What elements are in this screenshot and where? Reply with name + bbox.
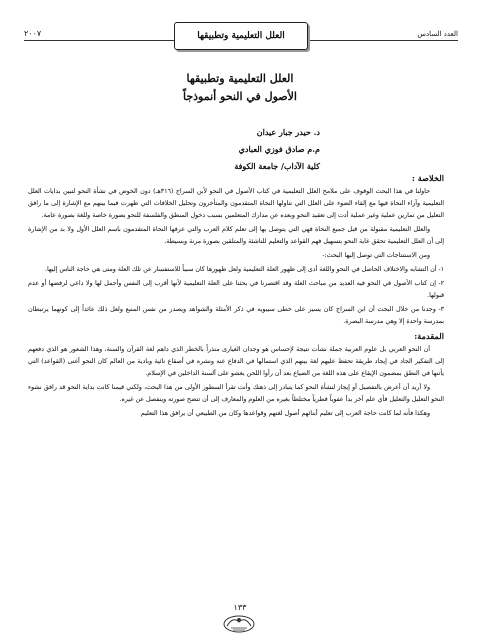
- summary-paragraph-3: ومن الاستنتاجات التي توصل إليها البحث:-: [322, 252, 430, 259]
- intro-paragraph-2: ولا أريد أن أعرض بالتفصيل أو إيجاز لنشأة النحو كما يتبادر إلى ذهنك وأنت تقرأ السطور الأولى من هذا البحث، ولكني قيمنا كانت بداية النحو قد رافق نشوء النحو التعليل والتعليل فأي علم آخر بدأ عفوياً فطرياً مختلطاً بغيره من العلوم والمعارف إلى أن تتضح صورته وينفصل عن غيره.: [28, 384, 444, 403]
- summary-paragraph-2: والعلل التعليمية مقبولة من قبل جميع النحاة فهي التي يتوصل بها إلى تعلم كلام العرب والتي عرفها النحاة المتقدمون باسم العلل الأول ولا بد من الإشارة إلى أن العلل التعليمية تحقق غاية النحو بتسهيل فهم القواعد والتعليم للناشئة والمتلقين بصورة مرنة وبسيطة.: [28, 226, 444, 245]
- intro-paragraph-3: وهكذا فأنه لما كانت حاجة العرب إلى تعليم أبنائهم أصول لغتهم وقواعدها وكان من الطبيعي أن يرافق هذا التعليم: [140, 410, 430, 417]
- article-subtitle: الأصول في النحو أنموذجاً: [183, 90, 297, 103]
- summary-heading: الخلاصة :: [411, 173, 444, 183]
- conclusion-item-2: ٢- إن كتاب الأصول في النحو فيه العديد من مباحث العلة وقد اقتصرنا في بحثنا على العلة التعليمية لأنها أقرب إلى النفس وأجمل لها ولا داعي لرفضها أو عدم قبولها.: [28, 280, 444, 299]
- running-header: [24, 22, 458, 52]
- intro-paragraph-1: أن النحو العربي بل علوم العربية جملة نشأت نتيجة لإحساس هو وجدان الغيارى منذراً بالخطر الذي داهم لغة القرآن والسنة، وهذا الشعور هو الذي دفعهم إلى التفكير الجاد في إيجاد طريقة تحفظ عليهم لغة بينهم الذي استمالها في الدفاع عنه ونشره في أصقاع نائية وبادية من العالم كان النحو أغنى (القواعد) التي يأتنها في النطق بمضمون الإيقاع على هذه اللغة من الضياع بعد أن رأوا اللحن يغشو على ألسنة الداخلين في الإسلام.: [28, 346, 444, 377]
- article-title: العلل التعليمية وتطبيقها: [186, 72, 294, 85]
- header-title-box: العلل التعليمية وتطبيقها: [174, 22, 308, 50]
- journal-emblem-icon: [221, 612, 257, 634]
- conclusion-item-3: ٣- وجدنا من خلال البحث أن ابن السراج كان يسير على خطى سيبويه في ذكر الأمثلة والشواهد ويصدر من نفس المنبع ولعل ذلك عائداً إلى كونهما يرتبطان بمدرسة واحدة إلا وهي مدرسة البصرة.: [28, 306, 444, 325]
- intro-heading: المقدمة:: [414, 331, 444, 341]
- header-issue: العدد السادس: [417, 30, 458, 38]
- affiliation: كلية الآداب/ جامعة الكوفة: [234, 161, 320, 171]
- page-number: ١٣٣: [233, 603, 247, 612]
- author-block: [234, 124, 320, 175]
- header-year: ٢٠٠٧: [24, 29, 42, 38]
- author-2: م.م صادق فوزي العبادي: [238, 144, 320, 154]
- conclusion-item-1: ١- أن التشابه والاختلاف الحاصل في النحو واللغة أدى إلى ظهور العلة التعليمية ولعل ظهورها كان سبباً للاستفسار عن تلك العلة ومتى هي حاجة الناس إليها.: [44, 266, 444, 273]
- author-1: د. حيدر جبار عيدان: [256, 127, 320, 137]
- body-text: [28, 170, 444, 422]
- summary-paragraph-1: حاولنا في هذا البحث الوقوف على ملامح العلل التعليمية في كتاب الأصول في النحو لأبن السراج (٣١٦هـ) دون الخوض في نشأة النحو لتبين بدايات العلل التعليمية وآراء النحاة فيها مع إلقاء الضوء على العلل التي تناولها النحاة المتقدمون والمتأخرون وتحليل الخلافات التي ظهرت فيما بينهم مع الإشارة إلى ما رافق التعليل من تمارين عملية وغير عملية أدت إلى تعقيد النحو وبعده عن مدارك المتعلمين بسبب دخول المنطق والفلسفة للنحو بصورة خاصة وللغة بصورة عامة.: [28, 188, 444, 219]
